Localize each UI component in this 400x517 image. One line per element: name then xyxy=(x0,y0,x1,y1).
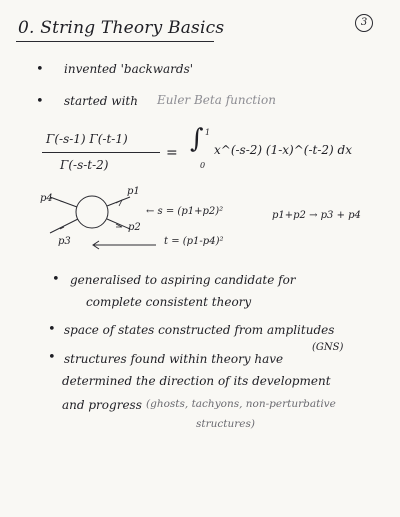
label-p3: p3 xyxy=(58,236,71,247)
bullet-dot-icon: • xyxy=(52,272,60,287)
bullet-dot-icon: • xyxy=(48,350,56,365)
title-underline xyxy=(16,41,214,42)
integral-lower-limit: 0 xyxy=(200,161,206,170)
fraction-bar xyxy=(42,152,160,153)
bullet-note-continued: structures) xyxy=(196,418,255,430)
bullet-text-continued: and progress xyxy=(62,398,142,412)
bullet-text: started with xyxy=(64,94,138,108)
bullet-text-continued: complete consistent theory xyxy=(86,295,252,309)
s-definition: ← s = (p1+p2)² xyxy=(146,206,224,217)
bullet-text: invented 'backwards' xyxy=(64,62,194,76)
label-p1: p1 xyxy=(127,186,140,197)
formula-numerator: Γ(-s-1) Γ(-t-1) xyxy=(46,132,128,146)
formula-denominator: Γ(-s-t-2) xyxy=(60,158,109,172)
pencil-text: Euler Beta function xyxy=(157,93,276,107)
bullet-dot-icon: • xyxy=(36,94,44,109)
formula-equals: = xyxy=(166,145,178,161)
formula-integrand: x^(-s-2) (1-x)^(-t-2) dx xyxy=(214,143,352,157)
bullet-text: space of states constructed from amplitudes xyxy=(64,323,335,337)
label-p2: p2 xyxy=(128,222,141,233)
bullet-text: structures found within theory have xyxy=(64,352,284,366)
bullet-dot-icon: • xyxy=(48,322,56,337)
bullet-dot-icon: • xyxy=(36,62,44,77)
bullet-note: (ghosts, tachyons, non-perturbative xyxy=(146,398,336,410)
t-definition: t = (p1-p4)² xyxy=(164,236,224,247)
page-title: 0. String Theory Basics xyxy=(18,18,225,38)
integral-sign-icon: ∫ xyxy=(190,124,204,154)
page-number: 3 xyxy=(355,14,373,32)
integral-upper-limit: 1 xyxy=(205,128,211,137)
bullet-note: (GNS) xyxy=(312,342,344,353)
bullet-text-continued: determined the direction of its development xyxy=(62,374,331,388)
process-equation: p1+p2 → p3 + p4 xyxy=(272,210,361,221)
label-p4: p4 xyxy=(40,193,53,204)
bullet-text: generalised to aspiring candidate for xyxy=(70,273,296,287)
t-arrow-icon xyxy=(90,240,160,250)
